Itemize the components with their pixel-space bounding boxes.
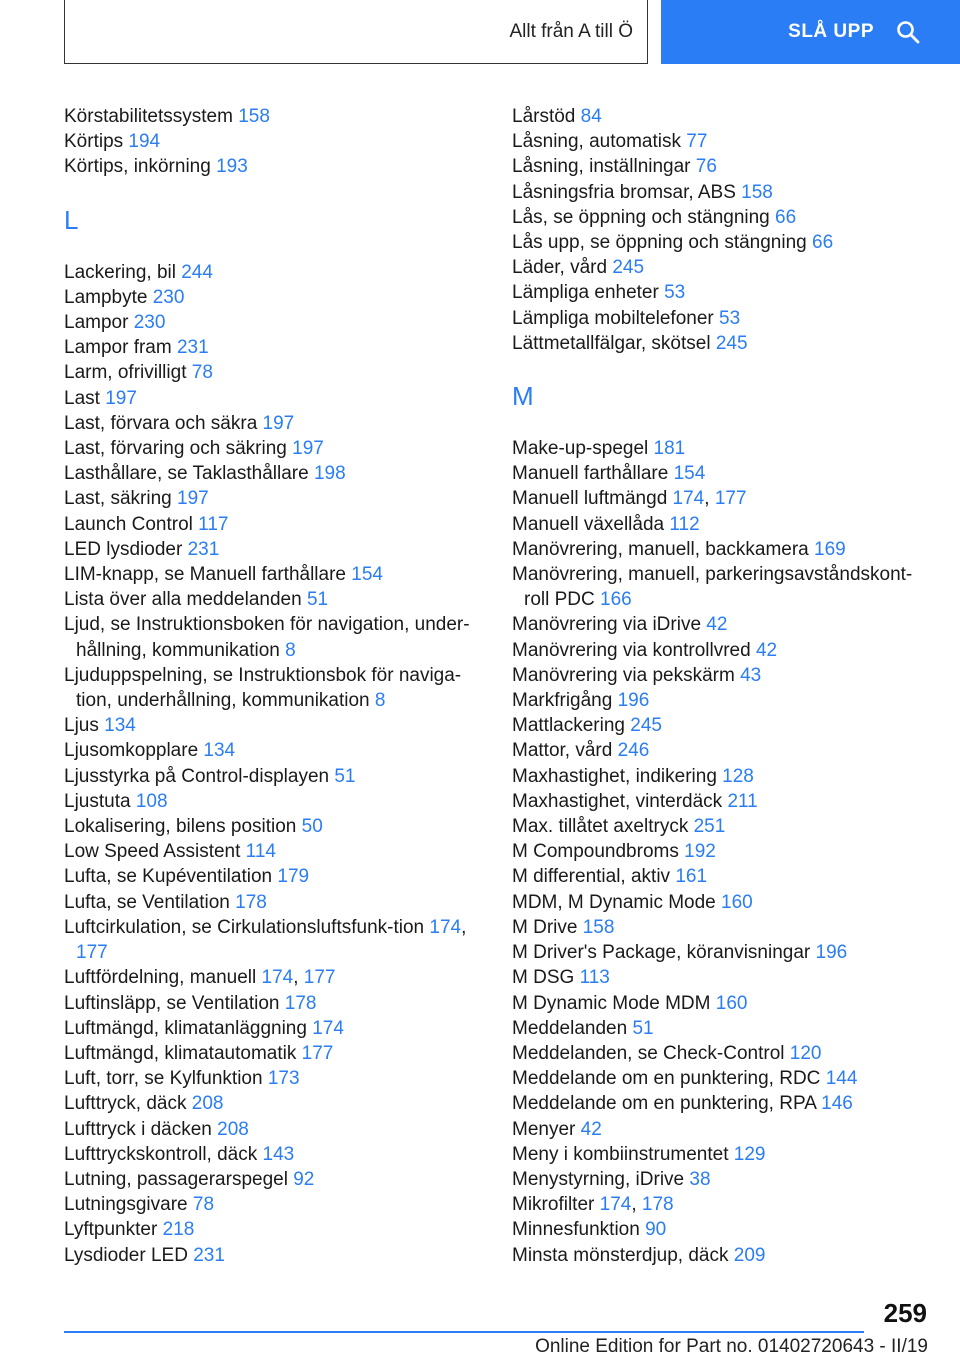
index-entry (512, 764, 922, 789)
index-entry-text: Körtips, inkörning (64, 156, 211, 178)
index-entry-text: Meddelanden (512, 1017, 628, 1039)
index-entry (512, 839, 922, 864)
page-ref-link[interactable]: 76 (695, 156, 717, 178)
index-entry (512, 789, 922, 814)
page-ref-link[interactable]: 158 (741, 181, 773, 203)
page-ref-link[interactable]: 178 (284, 992, 317, 1014)
index-entry (512, 1041, 922, 1066)
page-ref-link[interactable]: 230 (133, 312, 166, 334)
index-column-left (64, 104, 474, 1268)
index-entry-text: Lyftpunkter (64, 1219, 158, 1241)
page-ref-link[interactable]: 158 (238, 106, 270, 127)
index-entry-text: Manuell farthållare (512, 463, 669, 485)
page-ref-link[interactable]: 8 (285, 639, 296, 661)
index-entry (64, 713, 474, 738)
index-entry-text: Lättmetallfälgar, skötsel (512, 332, 711, 354)
page-ref-link[interactable]: 209 (733, 1244, 766, 1266)
page-ref-link[interactable]: 194 (128, 131, 161, 153)
index-entry-text: Lufttryckskontroll, däck (64, 1143, 258, 1165)
edition-footer: Online Edition for Part no. 01402720643 - II/19 (535, 1336, 928, 1357)
index-entry (64, 512, 474, 537)
index-entry (512, 814, 922, 839)
index-entry-text: Max. tillåtet axeltryck (512, 816, 689, 838)
index-entry-text: Meddelande om en punktering, RPA (512, 1093, 816, 1115)
page-ref-link[interactable]: 245 (612, 257, 645, 279)
page-ref-link[interactable]: 244 (181, 261, 213, 283)
index-entry (512, 230, 922, 255)
index-entry (64, 562, 474, 587)
index-entry (512, 965, 922, 990)
index-entry (512, 612, 922, 637)
index-entry (64, 1142, 474, 1167)
page-ref-link[interactable]: 129 (733, 1143, 766, 1165)
index-entry (64, 129, 474, 154)
page-ref-link[interactable]: 92 (293, 1168, 315, 1190)
page-ref-link[interactable]: 128 (722, 765, 754, 787)
page-ref-link[interactable]: 146 (821, 1093, 853, 1115)
index-entry-text: Luft, torr, se Kylfunktion (64, 1068, 263, 1090)
index-entry (64, 285, 474, 310)
index-tab[interactable] (64, 0, 648, 64)
index-entry (512, 331, 922, 356)
index-entry (64, 738, 474, 763)
index-entry-text: Meddelande om en punktering, RDC (512, 1068, 821, 1090)
index-entry (512, 562, 922, 612)
index-entry (512, 864, 922, 889)
index-entry (512, 890, 922, 915)
index-entry (512, 738, 922, 763)
index-entry-text: Manuell luftmängd (512, 488, 668, 510)
index-entry-text: Lämpliga mobiltelefoner (512, 307, 714, 329)
index-entry (512, 1016, 922, 1041)
page-ref-link[interactable]: 196 (815, 942, 848, 964)
index-entry (512, 1243, 922, 1268)
page-ref-link[interactable]: 78 (191, 362, 213, 384)
page-ref-link[interactable]: 66 (812, 232, 834, 254)
index-entry (512, 461, 922, 486)
index-entry-text: M Dynamic Mode MDM (512, 992, 711, 1014)
index-entry (512, 688, 922, 713)
search-tab[interactable] (661, 0, 960, 64)
index-entry (512, 180, 922, 205)
index-entry-text: M differential, aktiv (512, 866, 671, 888)
index-entry-text: Last, förvaring och säkring (64, 438, 287, 460)
page-ref-link[interactable]: 114 (245, 841, 276, 863)
index-entry-text: Ljusstyrka på Control-displayen (64, 765, 330, 787)
index-entry-text: Larm, ofrivilligt (64, 362, 187, 384)
index-entry-text: Luftinsläpp, se Ventilation (64, 992, 280, 1014)
index-entry (64, 789, 474, 814)
index-entry-text: Minsta mönsterdjup, däck (512, 1244, 729, 1266)
header-bar (0, 0, 960, 66)
index-entry-text: Lista över alla meddelanden (64, 589, 302, 611)
index-entry-text: Manuell växellåda (512, 513, 665, 535)
page-ref-link[interactable]: 192 (684, 841, 716, 863)
page-ref-link[interactable]: 211 (727, 790, 758, 812)
index-entry-text: MDM, M Dynamic Mode (512, 891, 716, 913)
index-entry-text: M Driver's Package, köranvisningar (512, 942, 811, 964)
page-ref-link[interactable]: 53 (719, 307, 741, 329)
index-entry (512, 991, 922, 1016)
page-ref-link[interactable]: 42 (706, 614, 728, 636)
index-entry (512, 512, 922, 537)
page-ref-link[interactable]: 198 (313, 463, 346, 485)
page-ref-link[interactable]: 158 (582, 916, 615, 938)
index-entry-text: M Compoundbroms (512, 841, 679, 863)
index-entry-text: Låsningsfria bromsar, ABS (512, 181, 736, 203)
index-entry (64, 1243, 474, 1268)
page-ref-link[interactable]: 42 (580, 1118, 602, 1140)
page-ref-link[interactable]: 166 (600, 589, 632, 611)
index-entry-text: Mikrofilter (512, 1194, 595, 1216)
section-letter: L (64, 204, 79, 235)
index-entry (512, 255, 922, 280)
index-entry-text: Maxhastighet, indikering (512, 765, 717, 787)
index-entry-text: Lämpliga enheter (512, 282, 659, 304)
page-ref-link[interactable]: 197 (262, 412, 295, 434)
page-ref-link[interactable]: 197 (105, 387, 137, 409)
index-entry (512, 104, 922, 129)
page-ref-link[interactable]: 154 (673, 463, 706, 485)
index-entry (512, 638, 922, 663)
page-ref-link[interactable]: 51 (334, 765, 356, 787)
index-entry (512, 154, 922, 179)
index-entry-text: Last, förvara och säkra (64, 412, 258, 434)
index-entry (64, 1117, 474, 1142)
page-ref-link[interactable]: 197 (177, 488, 209, 510)
page-ref-link[interactable]: 51 (306, 589, 329, 611)
index-entry-text: Last (64, 387, 100, 409)
index-entry-text: Lampor fram (64, 337, 172, 359)
index-entry-text: Lampor (64, 312, 129, 334)
index-entry (64, 991, 474, 1016)
index-entry-text: Markfrigång (512, 690, 613, 712)
index-entry (64, 1016, 474, 1041)
footer-divider (64, 1331, 864, 1333)
page-ref-link[interactable]: 84 (580, 106, 602, 127)
index-entry-text: M Drive (512, 916, 578, 938)
index-entry-text: Luftmängd, klimatautomatik (64, 1042, 297, 1064)
index-entry-text: Låsning, inställningar (512, 156, 691, 178)
index-entry-text: Manövrering via iDrive (512, 614, 702, 636)
index-entry-text: Ljuduppspelning, se Instruktionsbok för naviga-tion, underhållning, kommunikation (64, 664, 462, 712)
page-ref-link[interactable]: 8 (374, 690, 386, 712)
index-entry (64, 461, 474, 486)
index-entry-text: Lackering, bil (64, 261, 176, 283)
page-ref-link[interactable]: 179 (277, 866, 310, 888)
index-entry (512, 1117, 922, 1142)
page-ref-link[interactable]: 246 (617, 740, 650, 762)
index-entry-text: M DSG (512, 967, 575, 989)
index-entry (64, 1041, 474, 1066)
index-entry (512, 1142, 922, 1167)
index-entry (512, 713, 922, 738)
index-entry (512, 1167, 922, 1192)
page-ref-link[interactable]: 161 (675, 866, 708, 888)
index-entry-text: Luftmängd, klimatanläggning (64, 1017, 307, 1039)
index-entry-text: Körstabilitetssystem (64, 106, 233, 127)
page-ref-link[interactable]: 113 (579, 967, 610, 989)
index-entry-text: Mattor, vård (512, 740, 613, 762)
index-column-right (512, 104, 922, 1268)
index-entry (64, 1192, 474, 1217)
index-entry (64, 1217, 474, 1242)
index-entry-text: LIM-knapp, se Manuell farthållare (64, 564, 346, 586)
index-entry-text: Lutning, passagerarspegel (64, 1168, 288, 1190)
page-ref-link[interactable]: 43 (740, 664, 762, 686)
index-entry: Luftfördelning, manuell 174, 177 (64, 967, 336, 989)
index-entry-text: Lampbyte (64, 286, 148, 308)
index-tab-label: Allt från A till Ö (509, 20, 633, 42)
page-ref-link[interactable]: 245 (715, 332, 748, 354)
page-ref-link[interactable]: 134 (104, 715, 136, 737)
page-ref-link[interactable]: 231 (187, 538, 220, 560)
index-entry-text: Lokalisering, bilens position (64, 816, 297, 838)
index-entry-text: Luftfördelning, manuell (64, 967, 257, 989)
index-entry: Mikrofilter 174, 178 (512, 1194, 674, 1216)
page-ref-link[interactable]: 174 (261, 967, 294, 989)
index-entry (512, 915, 922, 940)
index-entry-text: Lås upp, se öppning och stängning (512, 232, 807, 254)
index-entry (512, 537, 922, 562)
index-entry-text: Ljustuta (64, 790, 131, 812)
page-ref-link[interactable]: 108 (135, 790, 168, 812)
index-entry-text: Low Speed Assistent (64, 841, 241, 863)
index-entry-text: Luftcirkulation, se Cirkulationsluftsfunk-tion (64, 916, 425, 938)
index-entry (64, 154, 474, 179)
index-entry (64, 335, 474, 360)
index-entry-text: Lårstöd (512, 106, 576, 127)
page-ref-link[interactable]: 208 (217, 1118, 249, 1140)
index-entry (64, 486, 474, 511)
index-entry-text: Make-up-spegel (512, 438, 649, 460)
page-ref-link[interactable]: 120 (789, 1042, 822, 1064)
index-entry (64, 587, 474, 612)
index-entry-text: Ljus (64, 715, 99, 737)
page-ref-link[interactable]: 174 (599, 1194, 632, 1216)
index-entry (64, 663, 474, 713)
index-entry-text: Manövrering via kontrollvred (512, 639, 751, 661)
index-entry (64, 436, 474, 461)
index-entry (64, 890, 474, 915)
index-entry-text: Lasthållare, se Taklasthållare (64, 463, 309, 485)
page-ref-link[interactable]: 169 (814, 538, 846, 560)
page-ref-link[interactable]: 143 (262, 1143, 295, 1165)
page-number: 259 (883, 1298, 927, 1328)
page-ref-link[interactable]: 78 (192, 1194, 215, 1216)
index-entry-text: Lufta, se Ventilation (64, 891, 230, 913)
index-entry (64, 310, 474, 335)
page-ref-link[interactable]: 42 (755, 639, 778, 661)
index-entry: Manuell luftmängd 174, 177 (512, 488, 747, 510)
page-ref-link[interactable]: 196 (617, 690, 650, 712)
index-entry (64, 764, 474, 789)
page-ref-link[interactable]: 50 (301, 816, 323, 838)
index-entry-text: Meny i kombiinstrumentet (512, 1143, 729, 1165)
page-ref-link[interactable]: 160 (715, 992, 748, 1014)
index-entry (512, 205, 922, 230)
page-ref-link[interactable]: 66 (775, 206, 797, 228)
page-ref-link[interactable]: 231 (176, 337, 209, 359)
page-ref-link[interactable]: 160 (721, 891, 753, 913)
page-ref-link[interactable]: 193 (216, 156, 248, 178)
section-letter: M (512, 381, 534, 412)
index-entry (512, 663, 922, 688)
index-entry (512, 940, 922, 965)
index-entry-text: Ljud, se Instruktionsboken för navigation, under-hållning, kommunikation (64, 614, 470, 661)
page-ref-link[interactable]: 144 (825, 1068, 858, 1090)
page-ref-link[interactable]: 178 (641, 1194, 674, 1216)
page-ref-link[interactable]: 251 (693, 816, 726, 838)
index-entry (512, 1091, 922, 1116)
page-ref-link[interactable]: 208 (191, 1093, 224, 1115)
page-ref-link[interactable]: 38 (689, 1168, 711, 1190)
index-entry (512, 129, 922, 154)
index-entry-text: Lufttryck i däcken (64, 1118, 212, 1140)
index-entry-text: Meddelanden, se Check-Control (512, 1042, 785, 1064)
index-entry-text: Lås, se öppning och stängning (512, 206, 770, 228)
index-entry (64, 839, 474, 864)
index-entry (64, 1091, 474, 1116)
page-ref-link[interactable]: 154 (351, 564, 383, 586)
page-ref-link[interactable]: 117 (198, 513, 229, 535)
page-ref-link[interactable]: 77 (686, 131, 708, 153)
page-ref-link[interactable]: 245 (630, 715, 662, 737)
index-entry-text: Menystyrning, iDrive (512, 1168, 685, 1190)
index-entry-text: Manövrering, manuell, parkeringsavståndskont-roll PDC (512, 564, 913, 611)
index-entry-text: LED lysdioder (64, 538, 183, 560)
page-ref-link[interactable]: 53 (664, 282, 686, 304)
index-entry (64, 360, 474, 385)
page-ref-link[interactable]: 177 (301, 1042, 334, 1064)
search-icon (896, 20, 920, 44)
page-ref-link[interactable]: 174 (429, 916, 462, 938)
page-ref-link[interactable]: 181 (653, 438, 686, 460)
index-entry (64, 260, 474, 285)
index-entry (512, 1066, 922, 1091)
index-entry (64, 411, 474, 436)
index-entry (512, 1217, 922, 1242)
index-entry-text: Lufttryck, däck (64, 1093, 187, 1115)
index-entry-text: Lutningsgivare (64, 1194, 188, 1216)
page-ref-link[interactable]: 177 (714, 488, 747, 510)
page-ref-link[interactable]: 177 (303, 967, 336, 989)
page-ref-link[interactable]: 174 (672, 488, 705, 510)
index-entry-text: Lysdioder LED (64, 1244, 188, 1266)
page-ref-link[interactable]: 174 (312, 1017, 344, 1039)
index-entry (64, 612, 474, 662)
page-ref-link[interactable]: 230 (152, 286, 185, 308)
index-entry-text: Last, säkring (64, 488, 172, 510)
index-entry-text: Maxhastighet, vinterdäck (512, 790, 723, 812)
page-ref-link[interactable]: 112 (669, 513, 700, 535)
page-ref-link[interactable]: 178 (235, 891, 267, 913)
search-tab-label: SLÅ UPP (788, 21, 874, 42)
index-entry (64, 864, 474, 889)
page-ref-link[interactable]: 197 (292, 438, 324, 460)
page-ref-link[interactable]: 231 (193, 1244, 225, 1266)
index-entry (512, 280, 922, 305)
page-ref-link[interactable]: 177 (76, 942, 108, 964)
index-entry-text: Menyer (512, 1118, 576, 1140)
page-ref-link[interactable]: 173 (267, 1068, 300, 1090)
index-entry-text: Manövrering via pekskärm (512, 664, 735, 686)
index-entry (64, 1066, 474, 1091)
index-entry (512, 436, 922, 461)
page-ref-link[interactable]: 51 (632, 1017, 654, 1039)
index-entry-text: Mattlackering (512, 715, 625, 737)
index-entry (64, 1167, 474, 1192)
page-ref-link[interactable]: 134 (203, 740, 236, 762)
page-ref-link[interactable]: 218 (162, 1219, 195, 1241)
index-entry (64, 537, 474, 562)
index-entry-text: Lufta, se Kupéventilation (64, 866, 273, 888)
index-entry: Luftcirkulation, se Cirkulationsluftsfunk-tion 174, 177 (64, 916, 467, 964)
index-entry-text: Minnesfunktion (512, 1219, 640, 1241)
index-entry (512, 306, 922, 331)
index-entry (64, 386, 474, 411)
index-entry-text: Launch Control (64, 513, 193, 535)
index-entry-text: Manövrering, manuell, backkamera (512, 538, 809, 560)
index-entry-text: Låsning, automatisk (512, 131, 681, 153)
index-entry (64, 814, 474, 839)
page-ref-link[interactable]: 90 (645, 1219, 667, 1241)
index-entry-text: Ljusomkopplare (64, 740, 199, 762)
index-entry (64, 104, 474, 129)
index-entry-text: Läder, vård (512, 257, 608, 279)
index-entry-text: Körtips (64, 131, 124, 153)
